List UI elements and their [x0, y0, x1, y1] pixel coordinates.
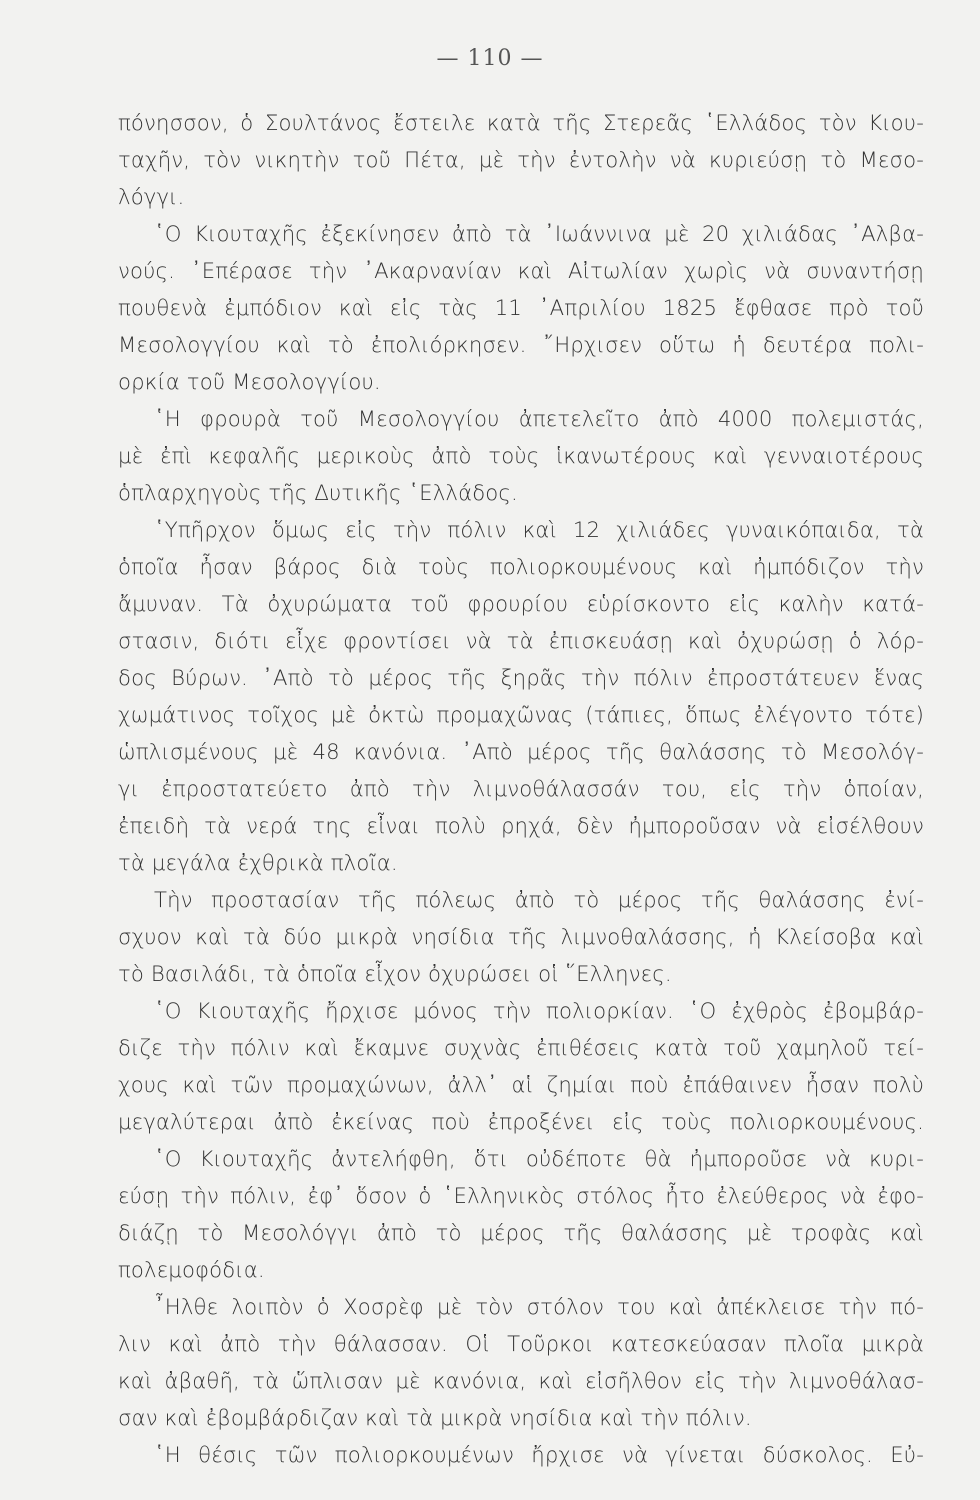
text-line: ὁποῖα ἦσαν βάρος διὰ τοὺς πολιορκουμένους καὶ ἠμπόδιζον τὴν [118, 554, 924, 579]
text-line: ῾Ο Κιουταχῆς ἤρχισε μόνος τὴν πολιορκίαν. ῾Ο ἐχθρὸς ἐβομβάρ- [154, 998, 924, 1023]
text-line: ῾Η φρουρὰ τοῦ Μεσολογγίου ἀπετελεῖτο ἀπὸ 4000 πολεμιστάς, [154, 406, 924, 431]
text-line: χωμάτινος τοῖχος μὲ ὀκτὼ προμαχῶνας (τάπιες, ὅπως ἐλέγοντο τότε) [118, 702, 924, 727]
text-line: γι ἐπροστατεύετο ἀπὸ τὴν λιμνοθάλασσάν του, εἰς τὴν ὁποίαν, [118, 776, 924, 801]
text-line: ταχῆν, τὸν νικητὴν τοῦ Πέτα, μὲ τὴν ἐντολὴν νὰ κυριεύσῃ τὸ Μεσο- [118, 147, 924, 172]
text-line: ῾Ο Κιουταχῆς ἀντελήφθη, ὅτι οὐδέποτε θὰ ἠμποροῦσε νὰ κυρι- [154, 1146, 924, 1171]
text-line: χους καὶ τῶν προμαχώνων, ἀλλ᾿ αἱ ζημίαι ποὺ ἐπάθαινεν ἦσαν πολὺ [118, 1072, 924, 1097]
text-line: διζε τὴν πόλιν καὶ ἔκαμνε συχνὰς ἐπιθέσεις κατὰ τοῦ χαμηλοῦ τεί- [118, 1035, 924, 1060]
text-line: ἄμυναν. Τὰ ὀχυρώματα τοῦ φρουρίου εὑρίσκοντο εἰς καλὴν κατά- [118, 591, 924, 616]
body-text [118, 104, 924, 1473]
text-line: ῏Ηλθε λοιπὸν ὁ Χοσρὲφ μὲ τὸν στόλον του καὶ ἀπέκλεισε τὴν πό- [154, 1294, 924, 1319]
text-line: ἐπειδὴ τὰ νερά της εἶναι πολὺ ρηχά, δὲν ἠμποροῦσαν νὰ εἰσέλθουν [118, 813, 924, 838]
text-line: σαν καὶ ἐβομβάρδιζαν καὶ τὰ μικρὰ νησίδια καὶ τὴν πόλιν. [118, 1405, 752, 1430]
text-line: δος Βύρων. ᾿Απὸ τὸ μέρος τῆς ξηρᾶς τὴν πόλιν ἐπροστάτευεν ἕνας [118, 665, 924, 690]
page-number: — 110 — [436, 46, 544, 71]
text-line: λόγγι. [118, 184, 185, 209]
text-line: ῾Υπῆρχον ὅμως εἰς τὴν πόλιν καὶ 12 χιλιάδες γυναικόπαιδα, τὰ [154, 517, 924, 542]
text-line: ῾Ο Κιουταχῆς ἐξεκίνησεν ἀπὸ τὰ ᾿Ιωάννινα μὲ 20 χιλιάδας ᾿Αλβα- [154, 221, 924, 246]
text-line: ὡπλισμένους μὲ 48 κανόνια. ᾿Απὸ μέρος τῆς θαλάσσης τὸ Μεσολόγ- [118, 739, 924, 764]
text-line: πολεμοφόδια. [118, 1257, 265, 1282]
text-line: στασιν, διότι εἶχε φροντίσει νὰ τὰ ἐπισκευάσῃ καὶ ὀχυρώσῃ ὁ λόρ- [118, 628, 924, 653]
text-line: σχυον καὶ τὰ δύο μικρὰ νησίδια τῆς λιμνοθαλάσσης, ἡ Κλείσοβα καὶ [118, 924, 924, 949]
text-line: ορκία τοῦ Μεσολογγίου. [118, 369, 381, 394]
text-line: Μεσολογγίου καὶ τὸ ἐπολιόρκησεν. ῎Ηρχισεν οὕτω ἡ δευτέρα πολι- [118, 332, 924, 357]
text-line: μεγαλύτεραι ἀπὸ ἐκείνας ποὺ ἐπροξένει εἰς τοὺς πολιορκουμένους. [118, 1109, 924, 1134]
text-line: πουθενὰ ἐμπόδιον καὶ εἰς τὰς 11 ᾿Απριλίου 1825 ἔφθασε πρὸ τοῦ [118, 295, 924, 320]
text-line: εύσῃ τὴν πόλιν, ἐφ᾿ ὅσον ὁ ῾Ελληνικὸς στόλος ἦτο ἐλεύθερος νὰ ἐφο- [118, 1183, 924, 1208]
text-line: ῾Η θέσις τῶν πολιορκουμένων ἤρχισε νὰ γίνεται δύσκολος. Εὐ- [154, 1442, 924, 1467]
text-line: νούς. ᾿Επέρασε τὴν ᾿Ακαρνανίαν καὶ Αἰτωλίαν χωρὶς νὰ συναντήσῃ [118, 258, 924, 283]
text-line: ὁπλαρχηγοὺς τῆς Δυτικῆς ῾Ελλάδος. [118, 480, 518, 505]
text-line: λιν καὶ ἀπὸ τὴν θάλασσαν. Οἱ Τοῦρκοι κατεσκεύασαν πλοῖα μικρὰ [118, 1331, 924, 1356]
text-line: τὰ μεγάλα ἐχθρικὰ πλοῖα. [118, 850, 398, 875]
text-line: πόνησσον, ὁ Σουλτάνος ἔστειλε κατὰ τῆς Στερεᾶς ῾Ελλάδος τὸν Κιου- [118, 110, 924, 135]
text-line: καὶ ἀβαθῆ, τὰ ὥπλισαν μὲ κανόνια, καὶ εἰσῆλθον εἰς τὴν λιμνοθάλασ- [118, 1368, 924, 1393]
text-line: διάζῃ τὸ Μεσολόγγι ἀπὸ τὸ μέρος τῆς θαλάσσης μὲ τροφὰς καὶ [118, 1220, 924, 1245]
text-line: μὲ ἐπὶ κεφαλῆς μερικοὺς ἀπὸ τοὺς ἱκανωτέρους καὶ γενναιοτέρους [118, 443, 924, 468]
text-line: Τὴν προστασίαν τῆς πόλεως ἀπὸ τὸ μέρος τῆς θαλάσσης ἐνί- [154, 887, 924, 912]
text-line: τὸ Βασιλάδι, τὰ ὁποῖα εἶχον ὀχυρώσει οἱ ῞Ελληνες. [118, 961, 672, 986]
